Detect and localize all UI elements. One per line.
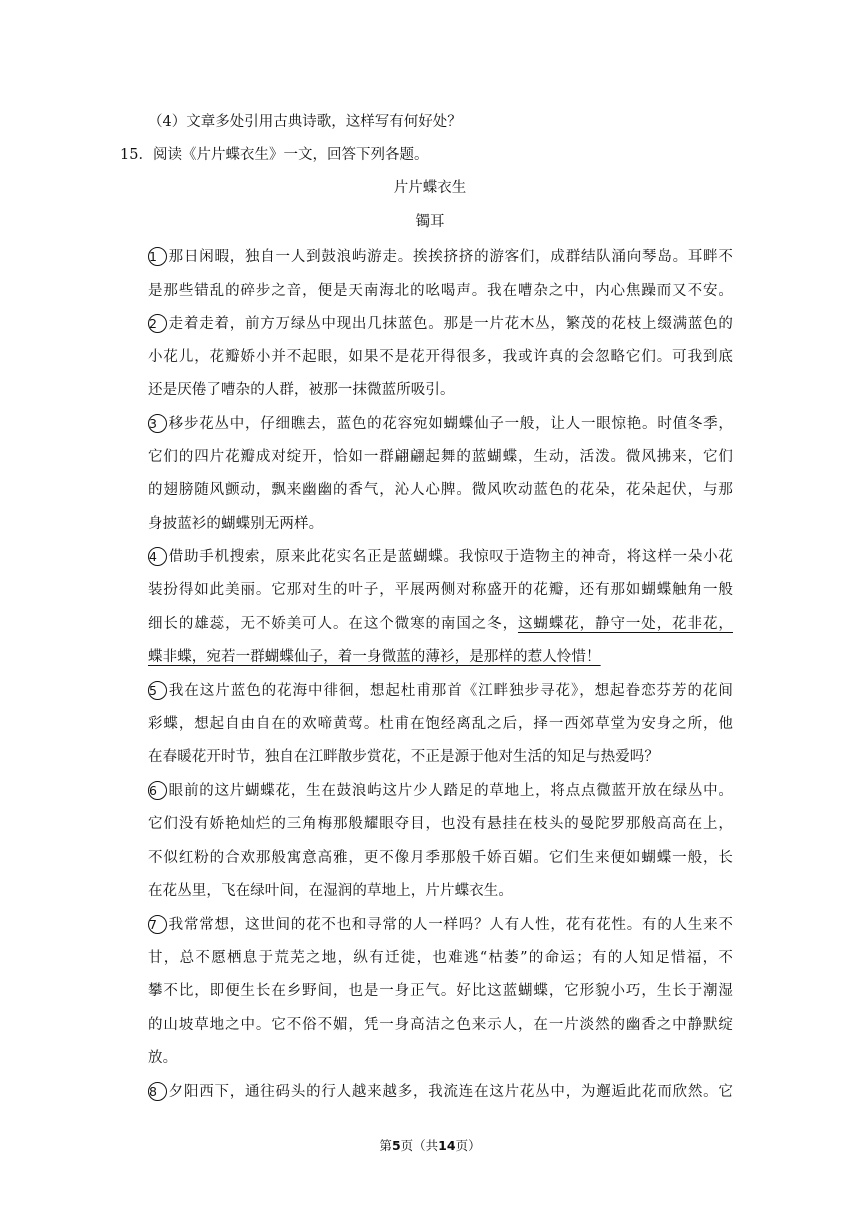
paragraph-7-line-4: 的山坡草地之中。它不俗不媚，凭一身高洁之色来示人，在一片淡然的幽香之中静默绽 (148, 1017, 733, 1033)
paragraph-4-line-3: 细长的雄蕊，无不娇美可人。在这个微寒的南国之冬，这蝴蝶花，静守一处，花非花， (148, 616, 733, 632)
page-total: 14 (438, 1138, 456, 1153)
paragraph-1-line-2: 是那些错乱的碎步之音，便是天南海北的吆喝声。我在嘈杂之中，内心焦躁而又不安。 (148, 283, 733, 299)
question-15: 15．阅读《片片蝶衣生》一文，回答下列各题。 (120, 147, 429, 163)
paragraph-number-1: 1 (148, 247, 167, 266)
paragraph-number-4: 4 (148, 547, 167, 566)
paragraph-6-line-2: 它们没有娇艳灿烂的三角梅那般耀眼夺目，也没有悬挂在枝头的曼陀罗那般高高在上， (148, 816, 733, 832)
paragraph-3-line-3: 的翅膀随风颤动，飘来幽幽的香气，沁人心脾。微风吹动蓝色的花朵，花朵起伏，与那 (148, 482, 733, 498)
paragraph-number-5: 5 (148, 681, 167, 700)
paragraph-5-line-2: 彩蝶，想起自由自在的欢啼黄莺。杜甫在饱经离乱之后，择一西郊草堂为安身之所，他 (148, 716, 733, 732)
paragraph-6-line-1: 6 眼前的这片蝴蝶花，生在鼓浪屿这片少人踏足的草地上，将点点微蓝开放在绿丛中。 (149, 783, 733, 799)
paragraph-7-line-2: 甘，总不愿栖息于荒芜之地，纵有迁徙，也难逃“枯萎”的命运；有的人知足惜福，不 (148, 950, 733, 966)
paragraph-5-line-3: 在春暖花开时节，独自在江畔散步赏花，不正是源于他对生活的知足与热爱吗？ (148, 749, 659, 765)
paragraph-4-line-1: 4 借助手机搜索，原来此花实名正是蓝蝴蝶。我惊叹于造物主的神奇，将这样一朵小花 (149, 549, 733, 565)
page-footer: 第5页（共14页） (379, 1138, 481, 1153)
paragraph-3-line-1: 3 移步花丛中，仔细瞧去，蓝色的花容宛如蝴蝶仙子一般，让人一眼惊艳。时值冬季， (149, 416, 733, 432)
paragraph-6-line-3: 不似红粉的合欢那般寓意高雅，更不像月季那般千娇百媚。它们生来便如蝴蝶一般，长 (148, 850, 733, 866)
paragraph-2-line-1: 2 走着走着，前方万绿丛中现出几抹蓝色。那是一片花木丛，繁茂的花枝上缀满蓝色的 (149, 316, 733, 332)
paragraph-number-6: 6 (148, 781, 167, 800)
paragraph-8-line-1: 8 夕阳西下，通往码头的行人越来越多，我流连在这片花丛中，为邂逅此花而欣然。它 (149, 1084, 733, 1100)
paragraph-number-3: 3 (148, 414, 167, 433)
paragraph-5-line-1: 5 我在这片蓝色的花海中徘徊，想起杜甫那首《江畔独步寻花》，想起眷恋芬芳的花间 (149, 683, 733, 699)
paragraph-number-2: 2 (148, 314, 167, 333)
page-number: 5 (391, 1138, 401, 1153)
paragraph-7-line-3: 攀不比，即便生长在乡野间，也是一身正气。好比这蓝蝴蝶，它形貌小巧，生长于潮湿 (148, 983, 733, 999)
paragraph-4-line-2: 装扮得如此美丽。它那对生的叶子，平展两侧对称盛开的花瓣，还有那如蝴蝶触角一般 (148, 582, 733, 598)
article-author: 镯耳 (415, 214, 445, 230)
paragraph-7-line-5: 放。 (148, 1050, 178, 1066)
paragraph-3-line-2: 它们的四片花瓣成对绽开，恰如一群翩翩起舞的蓝蝴蝶，生动，活泼。微风拂来，它们 (148, 449, 733, 465)
paragraph-3-line-4: 身披蓝衫的蝴蝶别无两样。 (148, 516, 324, 532)
paragraph-7-line-1: 7 我常常想，这世间的花不也和寻常的人一样吗？人有人性，花有花性。有的人生来不 (149, 917, 733, 933)
article-title: 片片蝶衣生 (393, 180, 467, 196)
underlined-sentence: 这蝴蝶花，静守一处，花非花， (517, 616, 733, 632)
paragraph-4-line-4 (148, 647, 733, 667)
underlined-sentence-continued: 蝶非蝶，宛若一群蝴蝶仙子，着一身微蓝的薄衫，是那样的惹人怜惜！ (148, 649, 601, 665)
paragraph-2-line-3: 还是厌倦了嘈杂的人群，被那一抹微蓝所吸引。 (148, 382, 455, 398)
paragraph-number-7: 7 (148, 915, 167, 934)
paragraph-6-line-4: 在花丛里，飞在绿叶间，在湿润的草地上，片片蝶衣生。 (148, 883, 513, 899)
paragraph-number-8: 8 (148, 1082, 167, 1101)
paragraph-1-line-1: 1 那日闲暇，独自一人到鼓浪屿游走。挨挨挤挤的游客们，成群结队涌向琴岛。耳畔不 (149, 249, 733, 265)
paragraph-2-line-2: 小花儿，花瓣娇小并不起眼，如果不是花开得很多，我或许真的会忽略它们。可我到底 (148, 349, 733, 365)
question-4: （4）文章多处引用古典诗歌，这样写有何好处？ (148, 114, 462, 130)
